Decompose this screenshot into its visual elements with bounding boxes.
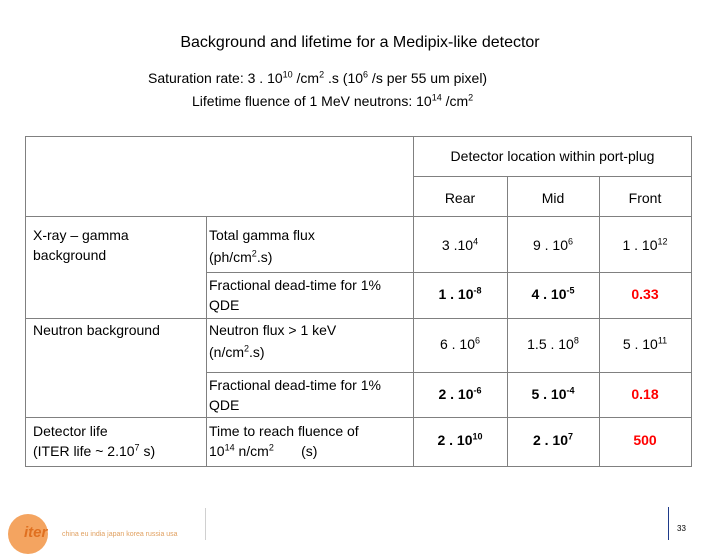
page-title: Background and lifetime for a Medipix-like detector bbox=[180, 34, 540, 51]
detector-life-label: Detector life (ITER life ~ 2.10$^7$ s) bbox=[33, 423, 156, 459]
neutron-deadtime-label: Fractional dead-time for 1% QDE bbox=[209, 377, 381, 413]
neutron-deadtime-mid: 5 . $10^{-4}$ bbox=[531, 385, 575, 402]
gamma-deadtime-mid: 4 . $10^{-5}$ bbox=[531, 285, 575, 302]
gamma-deadtime-label: Fractional dead-time for 1% QDE bbox=[209, 277, 381, 313]
neutron-deadtime-front: 0.18 bbox=[631, 386, 659, 402]
row-divider bbox=[206, 272, 692, 273]
row-divider bbox=[25, 216, 206, 217]
col-divider bbox=[599, 176, 600, 467]
time-to-fluence-front: 500 bbox=[633, 432, 657, 448]
gamma-flux-front: 1 . $10^{12}$ bbox=[622, 236, 668, 253]
iter-logo-text: iter bbox=[24, 524, 48, 541]
footer-divider bbox=[205, 508, 206, 540]
neutron-flux-mid: 1.5 . $10^8$ bbox=[527, 335, 579, 352]
table-border bbox=[25, 136, 692, 137]
table-border bbox=[25, 466, 692, 467]
neutron-flux-label: Neutron flux > 1 keV $(n/cm^2.s)$ bbox=[209, 322, 337, 360]
column-header-mid: Mid bbox=[541, 190, 565, 206]
page-number-divider bbox=[668, 507, 669, 540]
neutron-deadtime-rear: 2 . $10^{-6}$ bbox=[438, 385, 482, 402]
page-number: 33 bbox=[677, 524, 686, 533]
footer-partners: china eu india japan korea russia usa bbox=[62, 531, 178, 538]
saturation-rate: Saturation rate: 3 . $10^{10}$ $/cm^2$ .s ($10^6$ /s per 55 um pixel) bbox=[148, 69, 488, 86]
gamma-flux-label: Total gamma flux $(ph/cm^2.s)$ bbox=[209, 227, 315, 265]
row-divider bbox=[25, 318, 692, 319]
neutron-background-label: Neutron background bbox=[33, 322, 160, 338]
data-table bbox=[25, 136, 692, 467]
col-divider bbox=[507, 176, 508, 467]
time-to-fluence-rear: 2 . $10^{10}$ bbox=[437, 431, 483, 448]
gamma-flux-rear: 3 $.10^4$ bbox=[441, 236, 479, 253]
row-divider bbox=[206, 216, 692, 217]
lifetime-fluence: Lifetime fluence of 1 MeV neutrons: $10^{14}$ $/cm^2$ bbox=[192, 92, 474, 109]
location-header: Detector location within port-plug bbox=[450, 148, 655, 164]
gamma-deadtime-front: 0.33 bbox=[631, 286, 659, 302]
gamma-flux-mid: 9 . $10^6$ bbox=[532, 236, 574, 253]
time-to-fluence-label: Time to reach fluence of $10^{14}$ $n/cm^2$ (s) bbox=[209, 423, 359, 459]
neutron-flux-front: 5 . $10^{11}$ bbox=[622, 335, 668, 352]
time-to-fluence-mid: 2 . $10^7$ bbox=[532, 431, 574, 448]
row-divider bbox=[413, 176, 692, 177]
xray-gamma-label: X-ray – gamma background bbox=[33, 227, 129, 263]
column-header-rear: Rear bbox=[444, 190, 476, 206]
neutron-flux-rear: 6 . $10^6$ bbox=[439, 335, 481, 352]
row-divider bbox=[25, 417, 692, 418]
gamma-deadtime-rear: 1 . $10^{-8}$ bbox=[438, 285, 482, 302]
column-header-front: Front bbox=[628, 190, 662, 206]
row-divider bbox=[206, 372, 692, 373]
col-divider bbox=[206, 216, 207, 467]
